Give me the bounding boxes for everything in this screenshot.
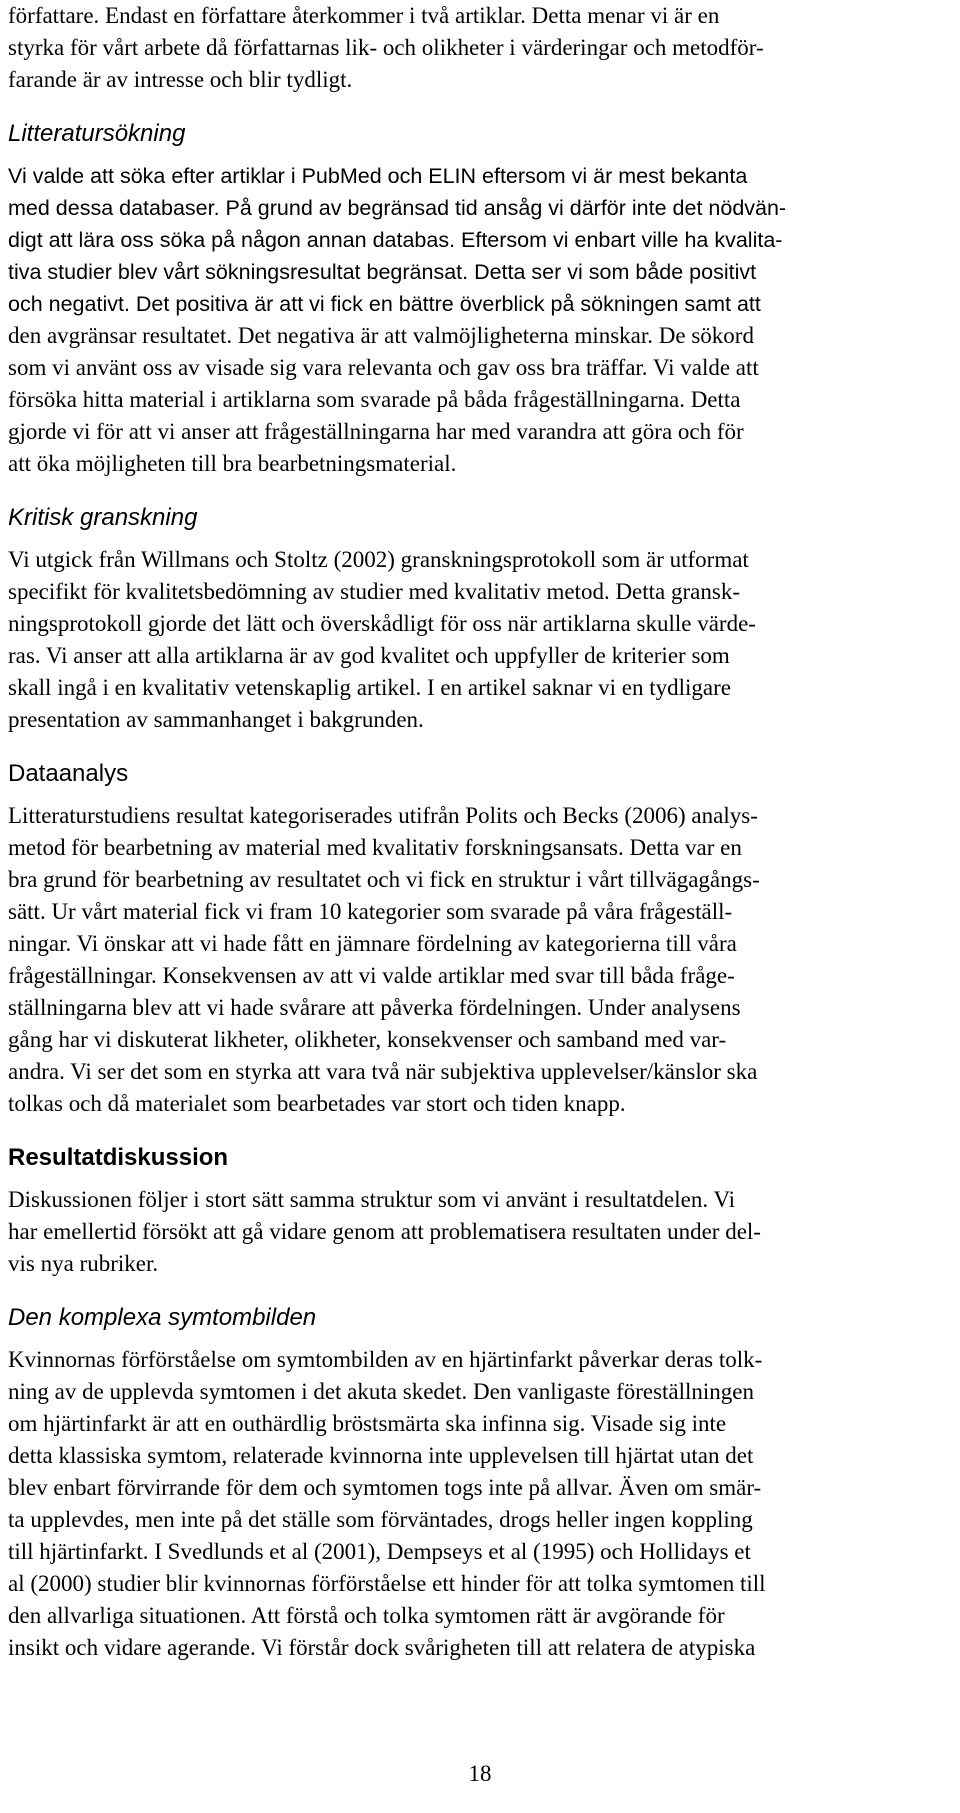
section-gap — [8, 1120, 952, 1140]
text-line: farande är av intresse och blir tydligt. — [8, 67, 353, 92]
section — [8, 0, 952, 96]
text-line: gjorde vi för att vi anser att frågeställningarna har med varandra att göra och för — [8, 419, 744, 444]
section-gap — [8, 1280, 952, 1300]
section — [8, 1120, 952, 1280]
text-line: Vi utgick från Willmans och Stoltz (2002) granskningsprotokoll som är utformat — [8, 547, 749, 572]
text-line: Diskussionen följer i stort sätt samma struktur som vi använt i resultatdelen. Vi — [8, 1187, 736, 1212]
section-heading: Den komplexa symtombilden — [8, 1304, 317, 1331]
section — [8, 1280, 952, 1664]
text-line: ning av de upplevda symtomen i det akuta skedet. Den vanligaste föreställningen — [8, 1379, 755, 1404]
text-line: skall ingå i en kvalitativ vetenskaplig artikel. I en artikel saknar vi en tydligare — [8, 675, 731, 700]
text-line: författare. Endast en författare återkommer i två artiklar. Detta menar vi är en — [8, 3, 720, 28]
section-heading: Dataanalys — [8, 760, 129, 787]
text-line: digt att lära oss söka på någon annan databas. Eftersom vi enbart ville ha kvalita- — [8, 228, 783, 252]
heading-gap — [8, 1176, 952, 1184]
section-heading: Litteratursökning — [8, 120, 186, 147]
section — [8, 736, 952, 1120]
text-line: den avgränsar resultatet. Det negativa är att valmöjligheterna minskar. De sökord — [8, 323, 754, 348]
text-line: ras. Vi anser att alla artiklarna är av god kvalitet och uppfyller de kriterier som — [8, 643, 730, 668]
section-heading: Kritisk granskning — [8, 504, 198, 531]
text-line: om hjärtinfarkt är att en outhärdlig bröstsmärta ska infinna sig. Visade sig inte — [8, 1411, 727, 1436]
text-line: ta upplevdes, men inte på det ställe som förväntades, drogs heller ingen koppling — [8, 1507, 753, 1532]
text-line: specifikt för kvalitetsbedömning av studier med kvalitativ metod. Detta gransk- — [8, 579, 740, 604]
text-line: har emellertid försökt att gå vidare genom att problematisera resultaten under del- — [8, 1219, 761, 1244]
text-line: presentation av sammanhanget i bakgrunden. — [8, 707, 424, 732]
text-line: Kvinnornas förförståelse om symtombilden av en hjärtinfarkt påverkar deras tolk- — [8, 1347, 763, 1372]
text-line: bra grund för bearbetning av resultatet och vi fick en struktur i vårt tillvägagångs- — [8, 867, 760, 892]
text-line: Vi valde att söka efter artiklar i PubMed och ELIN eftersom vi är mest bekanta — [8, 164, 748, 188]
text-line: andra. Vi ser det som en styrka att vara två när subjektiva upplevelser/känslor ska — [8, 1059, 758, 1084]
text-line: detta klassiska symtom, relaterade kvinnorna inte upplevelsen till hjärtat utan det — [8, 1443, 754, 1468]
page-number: 18 — [468, 1761, 492, 1786]
text-line: att öka möjligheten till bra bearbetningsmaterial. — [8, 451, 457, 476]
text-line: frågeställningar. Konsekvensen av att vi valde artiklar med svar till båda fråge- — [8, 963, 735, 988]
section-heading: Resultatdiskussion — [8, 1144, 229, 1171]
text-line: styrka för vårt arbete då författarnas lik- och olikheter i värderingar och metodför- — [8, 35, 764, 60]
text-line: sätt. Ur vårt material fick vi fram 10 kategorier som svarade på våra frågeställ- — [8, 899, 733, 924]
text-line: den allvarliga situationen. Att förstå och tolka symtomen rätt är avgörande för — [8, 1603, 725, 1628]
heading-gap — [8, 536, 952, 544]
text-line: tiva studier blev vårt sökningsresultat begränsat. Detta ser vi som både positivt — [8, 260, 757, 284]
text-line: försöka hitta material i artiklarna som svarade på båda frågeställningarna. Detta — [8, 387, 741, 412]
text-line: tolkas och då materialet som bearbetades var stort och tiden knapp. — [8, 1091, 626, 1116]
heading-gap — [8, 1336, 952, 1344]
text-line: al (2000) studier blir kvinnornas förförståelse ett hinder för att tolka symtomen till — [8, 1571, 766, 1596]
text-line: blev enbart förvirrande för dem och symtomen togs inte på allvar. Även om smär- — [8, 1475, 762, 1500]
section — [8, 480, 952, 736]
text-line: insikt och vidare agerande. Vi förstår dock svårigheten till att relatera de atypiska — [8, 1635, 756, 1660]
text-line: med dessa databaser. På grund av begränsad tid ansåg vi därför inte det nödvän- — [8, 196, 787, 220]
heading-gap — [8, 792, 952, 800]
section-gap — [8, 736, 952, 756]
text-line: Litteraturstudiens resultat kategoriserades utifrån Polits och Becks (2006) analys- — [8, 803, 758, 828]
text-line: till hjärtinfarkt. I Svedlunds et al (2001), Dempseys et al (1995) och Hollidays et — [8, 1539, 751, 1564]
text-line: som vi använt oss av visade sig vara relevanta och gav oss bra träffar. Vi valde att — [8, 355, 759, 380]
page-content — [8, 0, 952, 1664]
text-line: och negativt. Det positiva är att vi fick en bättre överblick på sökningen samt att — [8, 292, 761, 316]
text-line: ningar. Vi önskar att vi hade fått en jämnare fördelning av kategorierna till våra — [8, 931, 737, 956]
text-line: vis nya rubriker. — [8, 1251, 159, 1276]
text-line: ställningarna blev att vi hade svårare att påverka fördelningen. Under analysens — [8, 995, 741, 1020]
heading-gap — [8, 152, 952, 160]
section-gap — [8, 480, 952, 500]
text-line: ningsprotokoll gjorde det lätt och överskådligt för oss när artiklarna skulle värde- — [8, 611, 756, 636]
section — [8, 96, 952, 480]
text-line: metod för bearbetning av material med kvalitativ forskningsansats. Detta var en — [8, 835, 742, 860]
text-line: gång har vi diskuterat likheter, olikheter, konsekvenser och samband med var- — [8, 1027, 727, 1052]
section-gap — [8, 96, 952, 116]
